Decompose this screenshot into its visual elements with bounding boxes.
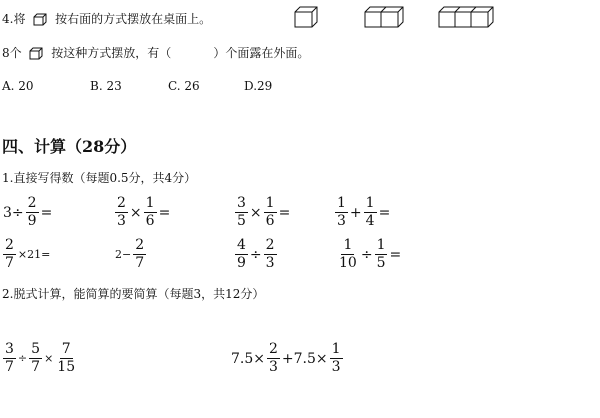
cube-icon [29,47,43,60]
fraction: $\frac{7}{15}$ [57,341,76,375]
fraction: $\frac{5}{7}$ [31,341,41,375]
expression-2: 7.5× $\frac{2}{3}$ +7.5× $\frac{1}{3}$ [231,341,341,375]
fraction: $\frac{2}{7}$ [135,237,145,271]
fraction: $\frac{3}{7}$ [5,341,14,375]
fraction: $\frac{1}{3}$ [331,341,341,375]
expression-1: $\frac{3}{7}$ ÷ $\frac{5}{7}$ × $\frac{7}{15}$ [5,341,76,375]
fraction: $\frac{3}{5}$ [237,195,246,229]
cube-row-2-icon [364,6,404,28]
fraction: $\frac{1}{4}$ [365,195,375,229]
cube-row-3-icon [438,6,494,28]
q4-line1-prefix: 4.将 [2,12,26,26]
q4-option-d[interactable]: D.29 [244,79,273,93]
q4-line1 [2,12,211,26]
fraction: $\frac{2}{3}$ [269,341,278,375]
part1-title: 1.直接写得数（每题0.5分，共4分） [2,171,197,185]
q4-option-a[interactable]: A. 20 [2,79,34,93]
cube-icon [33,13,47,26]
fraction: $\frac{4}{9}$ [237,237,246,271]
fraction: $\frac{2}{7}$ [5,237,14,271]
q4-line2-mid: 按这种方式摆放，有（ [51,46,172,60]
mental-item-7: $\frac{4}{9}$ ÷ $\frac{2}{3}$ [237,237,275,271]
q4-line1-suffix: 按右面的方式摆放在桌面上。 [55,12,212,26]
mental-item-1: 3÷ $\frac{2}{9}$ = [3,195,53,229]
fraction: $\frac{1}{6}$ [265,195,275,229]
fraction: $\frac{1}{3}$ [337,195,346,229]
q4-line2 [2,46,309,60]
mental-item-6: 2− $\frac{2}{7}$ [115,237,145,271]
fraction: $\frac{1}{6}$ [145,195,155,229]
mental-item-4: $\frac{1}{3}$ + $\frac{1}{4}$ = [337,195,391,229]
fraction: $\frac{1}{10}$ [339,237,357,271]
mental-item-8: $\frac{1}{10}$ ÷ $\frac{1}{5}$ = [339,237,402,271]
q4-option-c[interactable]: C. 26 [168,79,200,93]
q4-line2-prefix: 8个 [2,46,22,60]
mental-item-3: $\frac{3}{5}$ × $\frac{1}{6}$ = [237,195,291,229]
fraction: $\frac{1}{5}$ [376,237,386,271]
q4-line2-suffix: ）个面露在外面。 [213,46,310,60]
fraction: $\frac{2}{3}$ [265,237,275,271]
fraction: $\frac{2}{9}$ [27,195,37,229]
cube-row-1-icon [294,6,318,28]
section-title: 四、计算（28分） [2,137,137,156]
fraction: $\frac{2}{3}$ [117,195,126,229]
q4-option-b[interactable]: B. 23 [90,79,122,93]
mental-item-5: $\frac{2}{7}$ ×21= [5,237,51,271]
mental-item-2: $\frac{2}{3}$ × $\frac{1}{6}$ = [117,195,171,229]
part2-title: 2.脱式计算，能简算的要简算（每题3，共12分） [2,287,265,301]
